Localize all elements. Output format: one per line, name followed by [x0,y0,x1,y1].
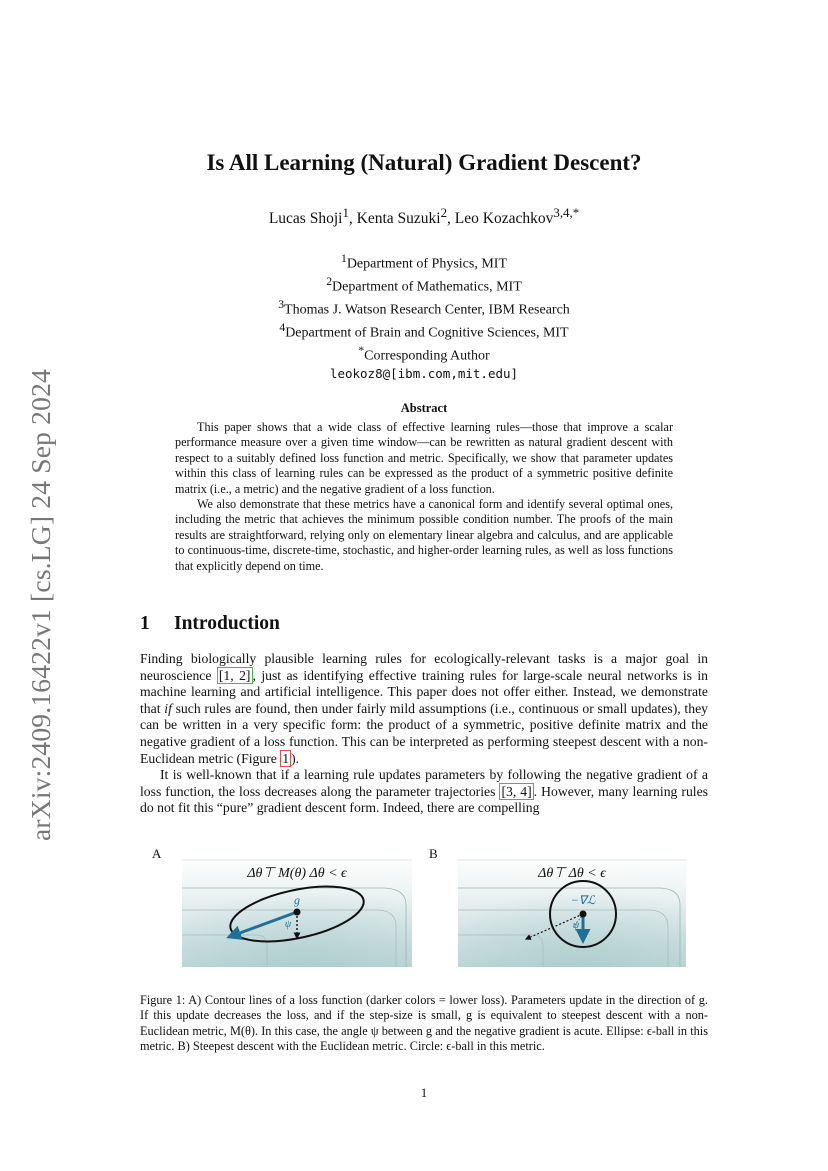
panel-label-b: B [429,846,438,861]
figure-caption: Figure 1: A) Contour lines of a loss function (darker colors = lower loss). Parameters update in the direction of g. If this update decreases the loss, and if the step-size is small, g is equivalent to steepest descent with a non-Euclidean metric, M(θ). In this case, the angle ψ between g and the negative gradient is acute. Ellipse: ϵ-ball in this metric. B) Steepest descent with the Euclidean metric. Circle: ϵ-ball in this metric. [140,993,708,1054]
author-affil-sup: 1 [342,205,349,220]
page-number: 1 [420,1085,428,1100]
affiliation-text: Department of Brain and Cognitive Sciences, MIT [285,325,569,341]
affiliation-sup: 2 [326,274,333,288]
parameter-point [580,911,587,918]
abstract-paragraph: This paper shows that a wide class of effective learning rules—those that improve a scalar performance measure over a given time window—can be rewritten as natural gradient descent with respect to a suitably defined loss function and metric. Specifically, we show that parameter updates within this class of learning rules can be expressed as the product of a symmetric positive definite matrix (i.e., a metric) and the negative gradient of a loss function. [175,420,673,496]
section-title: Introduction [174,613,280,634]
contact-email[interactable]: leokoz8@[ibm.com,mit.edu] [329,365,519,381]
intro-paragraph [140,651,708,767]
panel-label-a: A [152,846,162,861]
paper-title: Is All Learning (Natural) Gradient Descent? [206,150,642,175]
affiliation-sup: 3 [278,297,285,311]
constraint-label: Δθ⊤ Δθ < ϵ [538,866,606,881]
g-label: g [294,893,300,907]
introduction-body [140,651,708,817]
grad-label: −∇ℒ [570,893,596,907]
figure-ref-link[interactable]: 1 [282,750,290,766]
parameter-point [294,909,301,916]
affiliation [0,319,828,342]
affiliation-sup: 1 [340,252,347,265]
author-name: Lucas Shoji [268,210,343,228]
citation-link[interactable]: [3, 4] [501,783,532,799]
psi-label: ψ [284,919,292,930]
text-run: , just as identifying effective training rules for large-scale neural networks is in machine learning and artificial intelligence. This paper does not offer either. Instead, we demonstrate that [140,667,708,716]
text-run: ). [291,750,300,766]
affiliation [0,296,828,319]
arxiv-identifier-text: arXiv:2409.16422v1 [cs.LG] 24 Sep 2024 [25,369,56,841]
author-list: Lucas Shoji$^1$, Kenta Suzuki$^2$, Leo Kozachkov$^{3,4,*}$ [268,205,580,228]
arxiv-identifier [16,365,66,845]
affiliation-text: Department of Physics, MIT [346,256,508,272]
figure-panel-b [458,855,686,967]
section-heading [140,613,280,635]
citation-link[interactable]: [1, 2] [218,667,251,683]
psi-label: ψ [572,920,580,931]
text-run: Finding biologically plausible learning rules for ecologically-relevant tasks is a major goal in neuroscience [140,651,708,683]
emphasis: if [164,700,172,716]
text-run: It is well-known that if a learning rule updates parameters by following the negative gradient of a loss function, the loss decreases along the parameter trajectories [140,767,708,799]
author-name: Kenta Suzuki [356,210,441,228]
abstract-body [175,420,673,574]
affiliation-sup: * [358,343,365,357]
affiliation [0,342,828,365]
author-affil-sup: 2 [440,205,448,220]
affiliation [0,273,828,296]
constraint-label: Δθ⊤ M(θ) Δθ < ϵ [247,866,347,881]
affiliation-list [0,250,828,382]
affiliation [0,250,828,273]
affiliation-text: Thomas J. Watson Research Center, IBM Research [284,302,570,318]
abstract-paragraph: We also demonstrate that these metrics have a canonical form and identify several optimal ones, including the metric that achieves the minimum possible condition number. The proofs of the main results are straightforward, relying only on elementary linear algebra and calculus, and are applicable to continuous-time, discrete-time, stochastic, and higher-order learning rules, as well as loss functions that explicitly depend on time. [175,497,673,573]
affiliation-text: Department of Mathematics, MIT [332,279,522,295]
author-name: Leo Kozachkov [454,210,554,228]
abstract-heading: Abstract [400,401,448,415]
intro-paragraph [140,767,708,817]
figure-panel-a [182,855,412,967]
affiliation-sup: 4 [279,320,286,334]
section-number: 1 [140,613,150,634]
text-run: . However, many learning rules do not fit this “pure” gradient descent form. Indeed, there are compelling [140,783,708,816]
text-run: such rules are found, then under fairly mild assumptions (i.e., continuous or small updates), they can be written in a very specific form: the product of a symmetric, positive definite matrix and the negative gradient of a loss function. This can be interpreted as performing steepest descent with a non-Euclidean metric (Figure [140,700,708,766]
author-affil-sup: 3,4,* [553,205,580,220]
affiliation-text: Corresponding Author [364,348,490,364]
